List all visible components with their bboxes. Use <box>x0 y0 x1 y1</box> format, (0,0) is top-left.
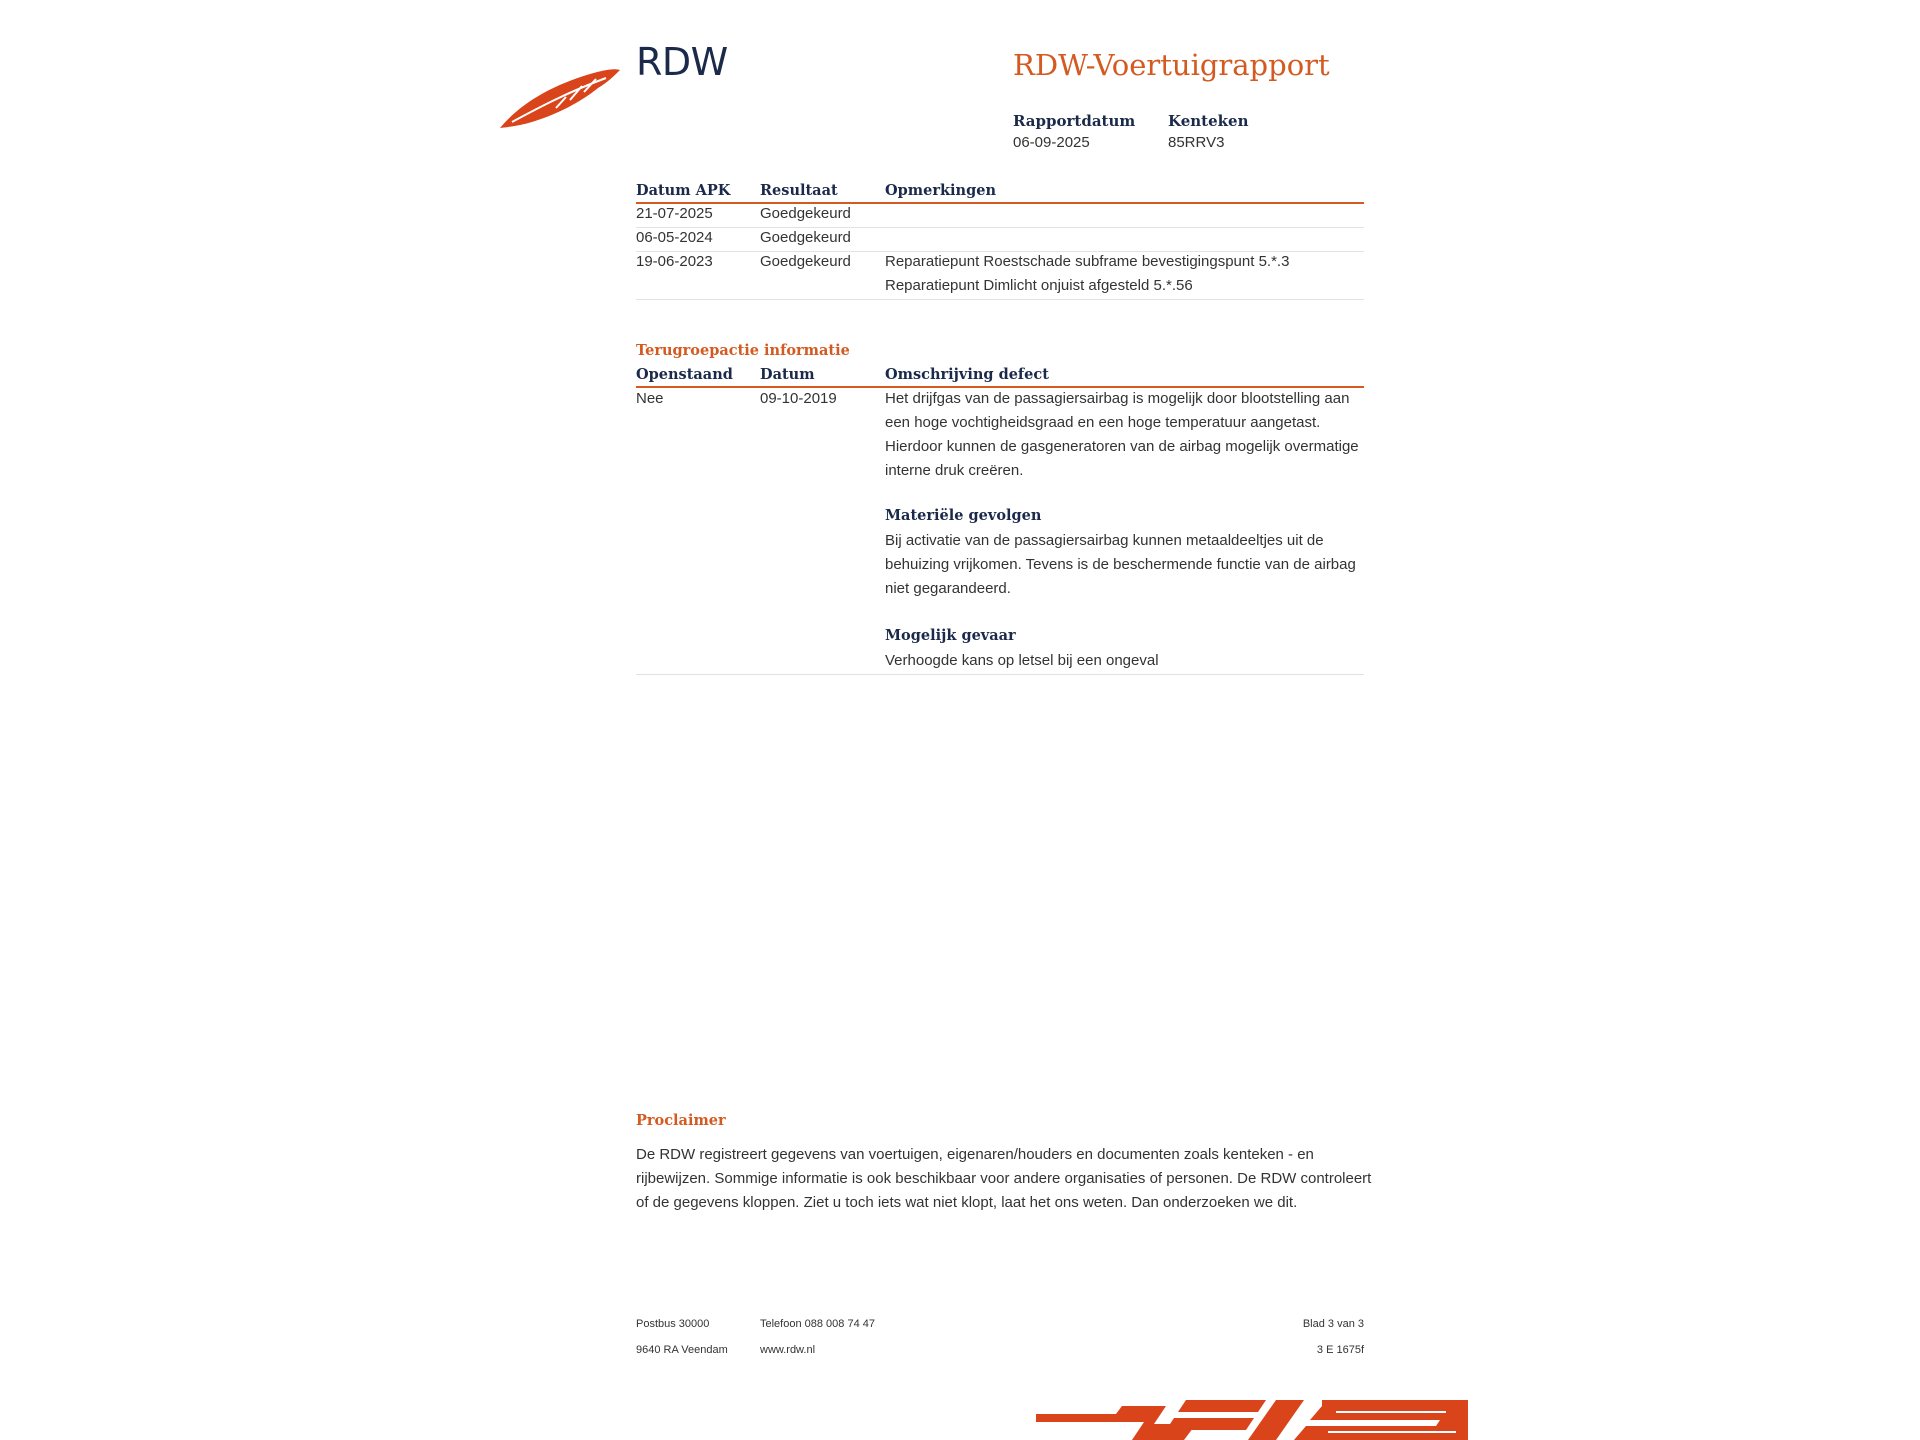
recall-header-date: Datum <box>760 366 815 383</box>
material-consequences-title: Materiële gevolgen <box>885 507 1042 524</box>
apk-row-3-date: 19-06-2023 <box>636 253 713 270</box>
rdw-stripes-graphic-icon <box>1036 1396 1468 1440</box>
footer-phone: Telefoon 088 008 74 47 <box>760 1318 875 1330</box>
recall-date-value: 09-10-2019 <box>760 390 837 407</box>
recall-row-divider <box>636 674 1364 675</box>
apk-row-3-remark-1: Reparatiepunt Roestschade subframe bevestigingspunt 5.*.3 <box>885 253 1290 270</box>
material-consequences-text: Bij activatie van de passagiersairbag kunnen metaaldeeltjes uit de behuizing vrijkomen. Tevens is de beschermende functie van de airbag niet gegarandeerd. <box>885 532 1356 597</box>
apk-header-rule <box>636 202 1364 204</box>
report-date-value: 06-09-2025 <box>1013 134 1090 151</box>
apk-row-3-remark-2: Reparatiepunt Dimlicht onjuist afgesteld 5.*.56 <box>885 277 1193 294</box>
apk-header-date: Datum APK <box>636 182 731 199</box>
brand-name: RDW <box>636 40 728 84</box>
apk-row-1-date: 21-07-2025 <box>636 205 713 222</box>
apk-row-3-result: Goedgekeurd <box>760 253 851 270</box>
footer-address-line-1: Postbus 30000 <box>636 1318 710 1330</box>
apk-row-2-result: Goedgekeurd <box>760 229 851 246</box>
footer-address-line-2: 9640 RA Veendam <box>636 1344 728 1356</box>
apk-row-divider <box>636 227 1364 228</box>
rdw-feather-icon <box>498 64 622 130</box>
proclaimer-text: De RDW registreert gegevens van voertuigen, eigenaren/houders en documenten zoals kenteken - en rijbewijzen. Sommige informatie is ook beschikbaar voor andere organisaties of personen. De RDW controleert of de gegevens kloppen. Ziet u toch iets wat niet klopt, laat het ons weten. Dan onderzoeken we dit. <box>636 1146 1372 1211</box>
footer-page-number: Blad 3 van 3 <box>1302 1318 1364 1330</box>
plate-label: Kenteken <box>1168 112 1249 130</box>
recall-section-title: Terugroepactie informatie <box>636 342 850 359</box>
recall-header-open: Openstaand <box>636 366 733 383</box>
apk-row-1-result: Goedgekeurd <box>760 205 851 222</box>
apk-header-result: Resultaat <box>760 182 838 199</box>
report-title: RDW-Voertuigrapport <box>1013 48 1330 82</box>
apk-row-2-date: 06-05-2024 <box>636 229 713 246</box>
recall-description: Het drijfgas van de passagiersairbag is mogelijk door blootstelling aan een hoge vochtigheidsgraad en een hoge temperatuur aangetast. Hierdoor kunnen de gasgeneratoren van de airbag mogelijk overmatige interne druk creëren. <box>885 390 1359 479</box>
recall-header-description: Omschrijving defect <box>885 366 1049 383</box>
apk-row-divider <box>636 299 1364 300</box>
possible-danger-title: Mogelijk gevaar <box>885 627 1016 644</box>
footer-website-link[interactable]: www.rdw.nl <box>760 1344 816 1356</box>
apk-header-remarks: Opmerkingen <box>885 182 996 199</box>
report-date-label: Rapportdatum <box>1013 112 1136 130</box>
proclaimer-title: Proclaimer <box>636 1112 726 1129</box>
possible-danger-text: Verhoogde kans op letsel bij een ongeval <box>885 652 1159 669</box>
recall-open-value: Nee <box>636 390 664 407</box>
footer-document-code: 3 E 1675f <box>1316 1344 1364 1356</box>
plate-value: 85RRV3 <box>1168 134 1225 151</box>
